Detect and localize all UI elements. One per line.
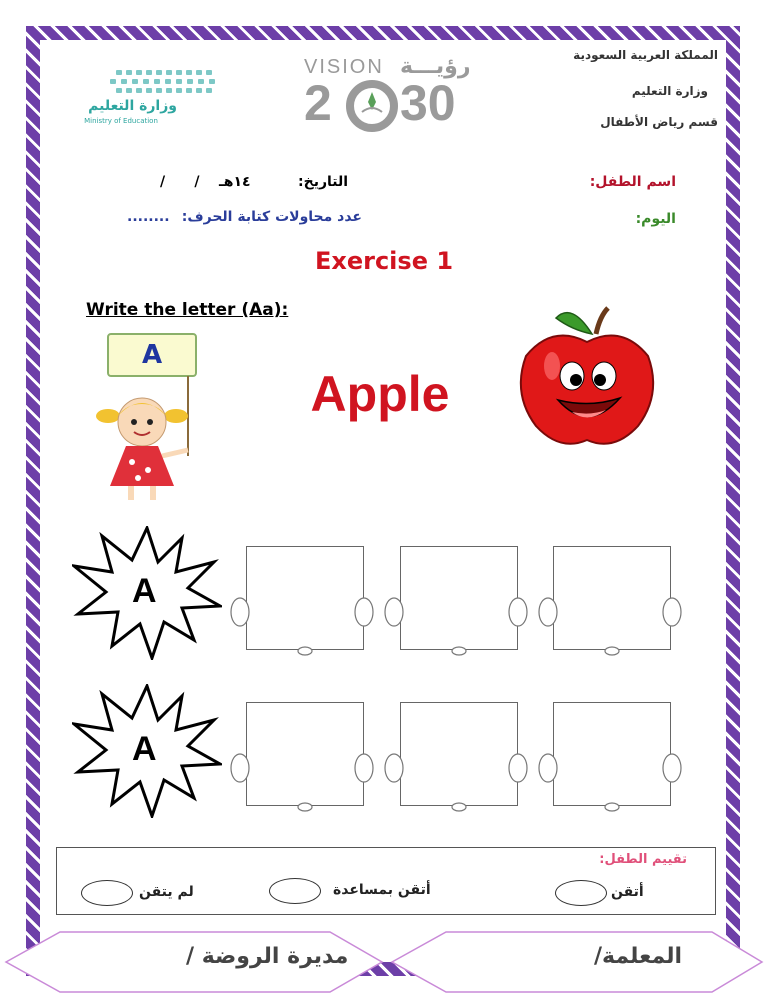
writing-box[interactable]: [400, 702, 518, 806]
option-not-mastered-circle[interactable]: [81, 880, 133, 906]
girl-holding-sign-icon: [92, 376, 202, 506]
option-mastered-circle[interactable]: [555, 880, 607, 906]
moe-logo-text: وزارة التعليم: [88, 98, 177, 114]
department-name: قسم رياض الأطفال: [600, 115, 718, 129]
writing-box[interactable]: [246, 546, 364, 650]
vision-text: VISION: [304, 56, 384, 78]
day-label: اليوم:: [635, 211, 676, 227]
option-with-help-circle[interactable]: [269, 878, 321, 904]
vision-emblem-icon: [344, 80, 400, 132]
letter-sign: A: [107, 333, 197, 377]
evaluation-box: [56, 847, 716, 915]
vision-year-right: 30: [400, 75, 456, 131]
writing-box[interactable]: [553, 702, 671, 806]
vision-arabic-text: رؤيـــة: [400, 54, 471, 79]
starburst-letter: A: [132, 730, 157, 768]
option-with-help-label: أتقن بمساعدة: [333, 882, 431, 898]
writing-box[interactable]: [400, 546, 518, 650]
ministry-name: وزارة التعليم: [631, 84, 708, 98]
moe-logo-icon: [110, 68, 220, 98]
vision-2030-logo-icon: [300, 56, 490, 132]
moe-logo-subtitle: Ministry of Education: [84, 117, 158, 125]
attempts-label: عدد محاولات كتابة الحرف:: [181, 209, 362, 225]
attempts-dots[interactable]: ........: [127, 209, 170, 225]
date-label: التاريخ:: [298, 174, 349, 190]
writing-box[interactable]: [553, 546, 671, 650]
writing-box[interactable]: [246, 702, 364, 806]
teacher-label: المعلمة/: [594, 944, 683, 969]
target-word: Apple: [310, 366, 450, 422]
option-mastered-label: أتقن: [611, 884, 644, 900]
vision-year-left: 2: [304, 75, 332, 131]
starburst-letter: A: [132, 572, 157, 610]
evaluation-label: تقييم الطفل:: [599, 852, 687, 867]
date-value[interactable]: / / ١٤هـ: [160, 174, 251, 190]
apple-character-icon: [512, 304, 662, 452]
principal-label: مديرة الروضة /: [186, 944, 349, 969]
kingdom-name: المملكة العربية السعودية: [573, 48, 718, 62]
instruction-text: Write the letter (Aa):: [86, 300, 289, 320]
exercise-title: Exercise 1: [314, 247, 454, 275]
option-not-mastered-label: لم يتقن: [139, 884, 194, 900]
child-name-label: اسم الطفل:: [589, 174, 676, 190]
